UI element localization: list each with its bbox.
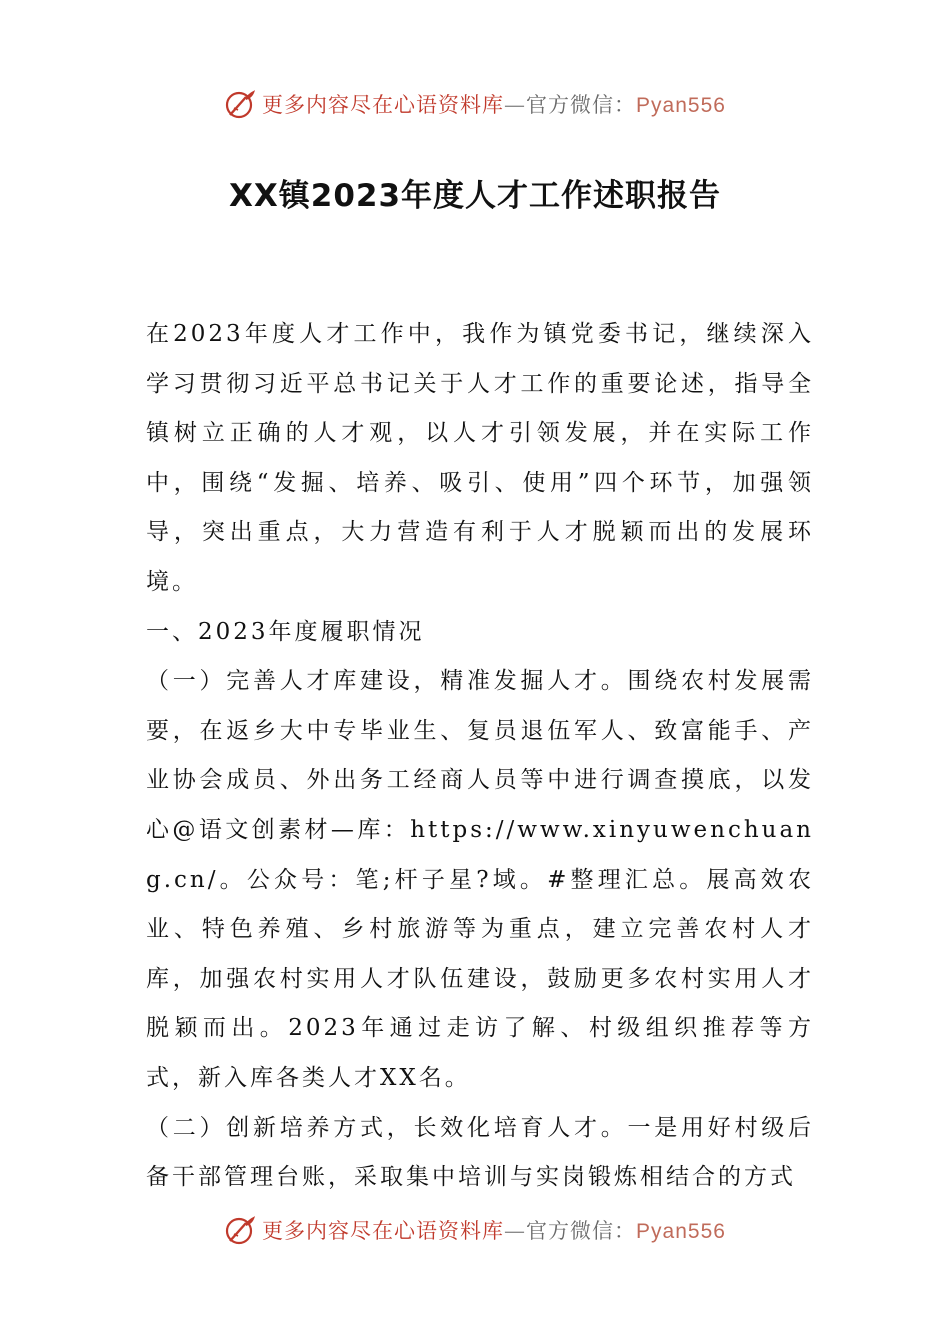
subsection-2-paragraph: （二）创新培养方式，长效化培育人才。一是用好村级后备干部管理台账，采取集中培训与实岗锻炼相结合的方式	[146, 1114, 814, 1191]
watermark-text	[262, 89, 726, 119]
document-title: XX镇2023年度人才工作述职报告	[228, 178, 722, 214]
watermark-main-text: 更多内容尽在心语资料库	[262, 1219, 505, 1243]
watermark-main-text: 更多内容尽在心语资料库	[262, 93, 505, 117]
watermark-label: 官方微信：	[526, 93, 637, 117]
intro-paragraph: 在2023年度人才工作中，我作为镇党委书记，继续深入学习贯彻习近平总书记关于人才工作的重要论述，指导全镇树立正确的人才观，以人才引领发展，并在实际工作中，围绕“发掘、培养、吸引、使用”四个环节，加强领导，突出重点，大力营造有利于人才脱颖而出的发展环境。	[146, 321, 814, 595]
watermark-text	[262, 1215, 726, 1245]
quill-logo-icon	[224, 88, 256, 120]
watermark-wechat-id: Pyan556	[636, 1220, 726, 1243]
header-watermark	[0, 84, 950, 124]
subsection-1-paragraph: （一）完善人才库建设，精准发掘人才。围绕农村发展需要，在返乡大中专毕业生、复员退伍军人、致富能手、产业协会成员、外出务工经商人员等中进行调查摸底，以发心@语文创素材—库：https://www.xinyuwenchuang.cn/。公众号：笔;杆子星?域。#整理汇总。展高效农业、特色养殖、乡村旅游等为重点，建立完善农村人才库，加强农村实用人才队伍建设，鼓励更多农村实用人才脱颖而出。2023年通过走访了解、村级组织推荐等方式，新入库各类人才XX名。	[146, 668, 814, 1091]
section-heading: 一、2023年度履职情况	[146, 618, 425, 645]
watermark-separator: —	[504, 93, 527, 117]
watermark-wechat-id: Pyan556	[636, 94, 726, 117]
document-body	[146, 310, 814, 1203]
quill-logo-icon	[224, 1214, 256, 1246]
watermark-label: 官方微信：	[526, 1219, 637, 1243]
watermark-separator: —	[504, 1219, 527, 1243]
footer-watermark	[0, 1210, 950, 1250]
